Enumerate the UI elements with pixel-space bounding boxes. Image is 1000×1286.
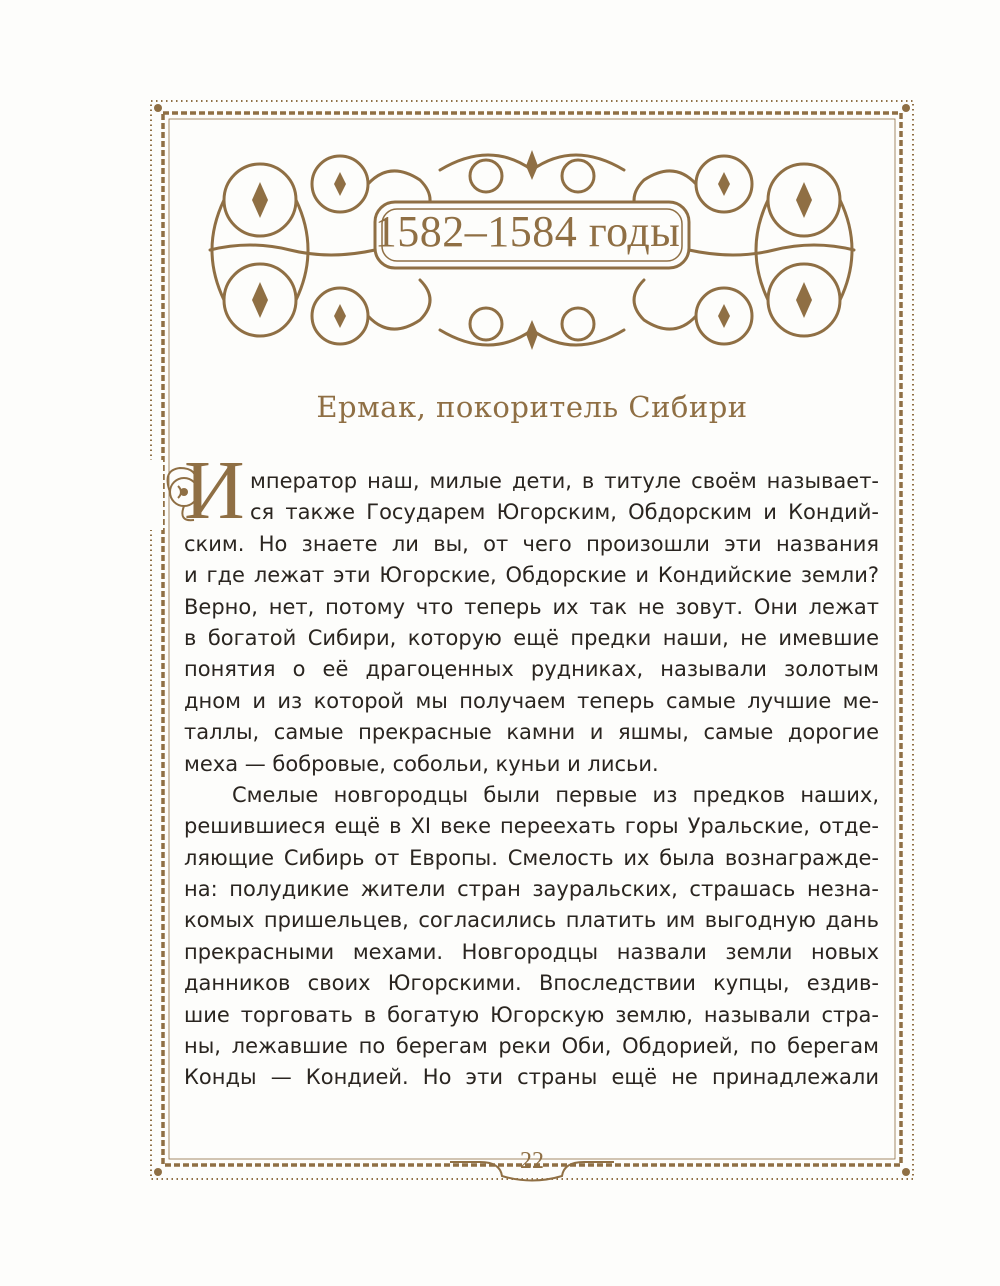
body-text	[184, 466, 879, 1094]
text-line: понятия о её драгоценных рудниках, называли золотым	[184, 657, 879, 682]
text-line: решившиеся ещё в XI веке переехать горы Уральские, отде-	[184, 814, 879, 839]
text-line: таллы, самые прекрасные камни и яшмы, самые дорогие	[184, 720, 879, 745]
text-line: шие торговать в богатую Югорскую землю, называли стра-	[184, 1002, 879, 1027]
text-line: данников своих Югорскими. Впоследствии купцы, ездив-	[184, 971, 879, 996]
drop-cap-letter: И	[184, 444, 245, 537]
text-line: и где лежат эти Югорские, Обдорские и Кондийские земли?	[184, 563, 879, 588]
text-line: в богатой Сибири, которую ещё предки наши, не имевшие	[184, 625, 879, 650]
page-frame	[150, 100, 914, 1190]
text-line: ляющие Сибирь от Европы. Смелость их была вознагражде-	[184, 845, 879, 870]
text-line: Верно, нет, потому что теперь их так не зовут. Они лежат	[184, 594, 879, 619]
text-line: Конды — Кондией. Но эти страны ещё не принадлежали	[184, 1065, 879, 1090]
page-number: 22	[520, 1148, 544, 1174]
chapter-title: Ермак, покоритель Сибири	[316, 390, 748, 424]
text-line: на: полудикие жители стран зауральских, страшась незна-	[184, 877, 879, 902]
text-line: Смелые новгородцы были первые из предков наших,	[232, 782, 879, 807]
text-line: ским. Но знаете ли вы, от чего произошли эти названия	[184, 531, 879, 556]
text-line: дном и из которой мы получаем теперь самые лучшие ме-	[184, 688, 879, 713]
year-banner: 1582–1584 годы	[374, 206, 681, 256]
text-line: ся также Государем Югорским, Обдорским и Кондий-	[250, 500, 879, 525]
text-line: меха — бобровые, собольи, куньи и лисьи.	[184, 751, 659, 776]
text-line: ны, лежавшие по берегам реки Оби, Обдорией, по берегам	[184, 1034, 879, 1059]
text-line: прекрасными мехами. Новгородцы назвали земли новых	[184, 939, 879, 964]
text-line: мператор наш, милые дети, в титуле своём называет-	[250, 469, 879, 493]
text-line: комых пришельцев, согласились платить им выгодную дань	[184, 908, 879, 933]
